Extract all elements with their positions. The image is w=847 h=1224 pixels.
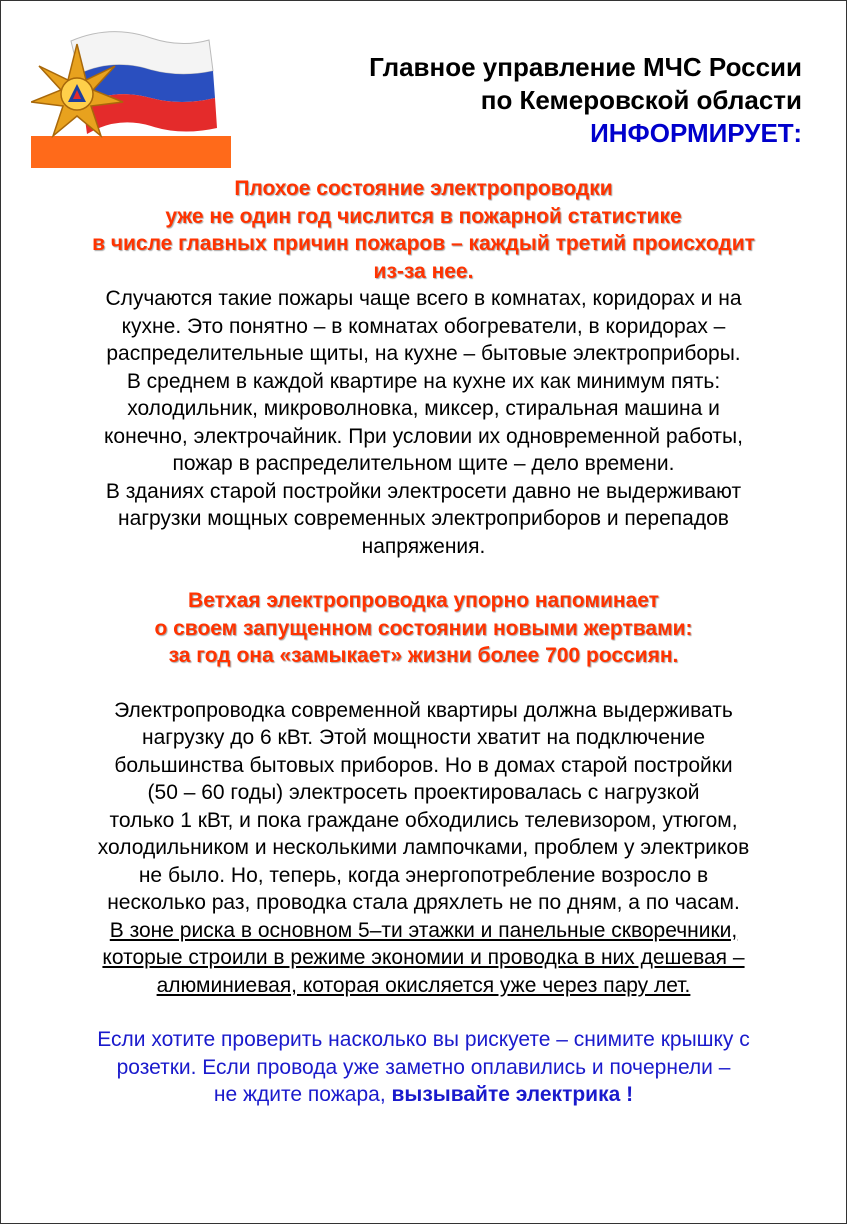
headline-2-line: Ветхая электропроводка упорно напоминает [188, 589, 659, 612]
cta-call-electrician: вызывайте электрика ! [391, 1083, 634, 1106]
call-to-action [31, 1026, 816, 1109]
paragraph-line: несколько раз, проводка стала дряхлеть не по дням, а по часам. [107, 891, 740, 914]
mchs-logo [31, 26, 231, 168]
underlined-line: В зоне риска в основном 5–ти этажки и панельные скворечники, [109, 918, 738, 942]
headline-1-line: из-за нее. [373, 259, 474, 283]
header-title: Главное управление МЧС России [369, 52, 802, 82]
headline-1-line: в числе главных причин пожаров – каждый третий происходит [92, 232, 755, 255]
article [31, 175, 816, 1109]
paragraph-line: кухне. Это понятно – в комнатах обогреватели, в коридорах – [121, 314, 726, 338]
paragraph-line: В среднем в каждой квартире на кухне их как минимум пять: [126, 369, 721, 393]
cta-last-line [31, 1081, 816, 1109]
header-informs: ИНФОРМИРУЕТ: [590, 118, 802, 148]
headline-2-line: за год она «замыкает» жизни более 700 россиян. [168, 644, 679, 667]
paragraph-1 [31, 285, 816, 560]
paragraph-line: распределительные щиты, на кухне – бытовые электроприборы. [106, 342, 741, 365]
headline-1 [31, 175, 816, 285]
underlined-line: которые строили в режиме экономии и проводка в них дешевая – [102, 946, 745, 969]
paragraph-line: только 1 кВт, и пока граждане обходились телевизором, утюгом, [109, 808, 738, 832]
header [369, 51, 802, 150]
headline-1-line: Плохое состояние электропроводки [234, 177, 613, 200]
headline-1-line: уже не один год числится в пожарной статистике [165, 204, 682, 228]
paragraph-line: нагрузки мощных современных электроприборов и перепадов [118, 507, 729, 530]
paragraph-line: холодильник, микроволновка, миксер, стиральная машина и [127, 397, 720, 420]
paragraph-line: пожар в распределительном щите – дело времени. [172, 452, 675, 475]
paragraph-line: Случаются такие пожары чаще всего в комнатах, коридорах и на [105, 287, 742, 310]
paragraph-line: (50 – 60 годы) электросеть проектировалась с нагрузкой [147, 781, 700, 804]
cta-line: Если хотите проверить насколько вы рискуете – снимите крышку с [97, 1028, 750, 1051]
paragraph-line: не было. Но, теперь, когда энергопотребление возросло в [138, 863, 709, 887]
paragraph-line: большинства бытовых приборов. Но в домах старой постройки [114, 753, 733, 777]
mchs-emblem-flag-icon [31, 26, 231, 168]
paragraph-line: нагрузку до 6 кВт. Этой мощности хватит на подключение [141, 726, 706, 749]
paragraph-line: напряжения. [361, 534, 486, 558]
underlined-line: алюминиевая, которая окисляется уже через пару лет. [156, 973, 691, 997]
paragraph-line: Электропроводка современной квартиры должна выдерживать [114, 698, 733, 722]
paragraph-line: конечно, электрочайник. При условии их одновременной работы, [104, 424, 743, 448]
cta-prefix: не ждите пожара, [213, 1083, 392, 1106]
paragraph-2 [31, 697, 816, 1000]
paragraph-line: холодильником и несколькими лампочками, проблем у электриков [97, 836, 750, 859]
headline-2-line: о своем запущенном состоянии новыми жертвами: [154, 616, 693, 640]
paragraph-line: В зданиях старой постройки электросети давно не выдерживают [105, 479, 742, 503]
header-subtitle: по Кемеровской области [480, 85, 802, 115]
headline-2 [31, 587, 816, 670]
cta-line: розетки. Если провода уже заметно оплавились и почернели – [116, 1055, 731, 1079]
